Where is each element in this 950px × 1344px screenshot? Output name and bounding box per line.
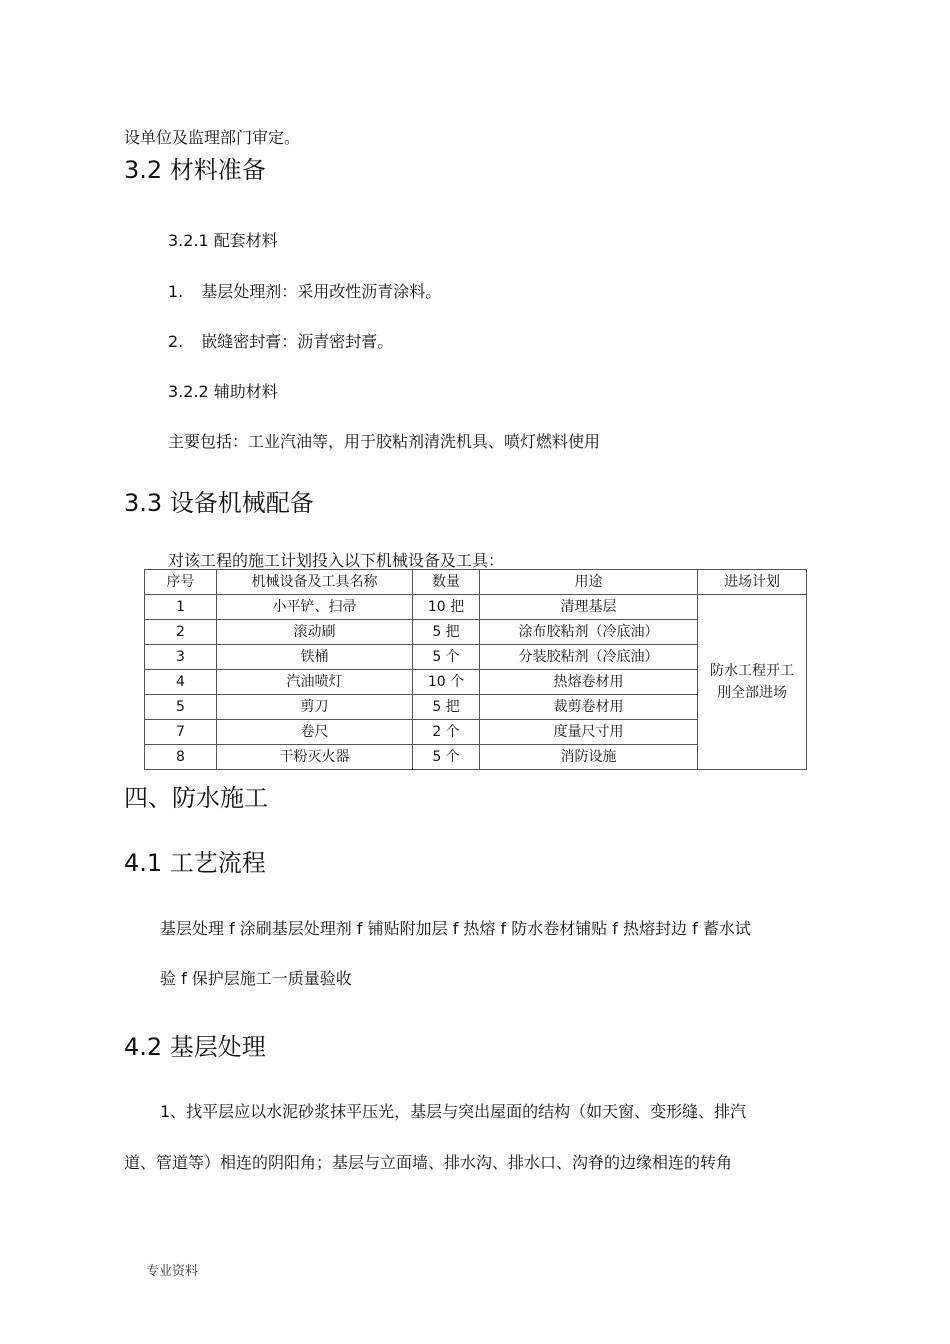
cell-name: 滚动刷 xyxy=(217,620,413,645)
text-line: 设单位及监理部门审定。 xyxy=(124,128,301,147)
plan-line-1: 防水工程开工 xyxy=(710,663,794,679)
section-heading-3-3: 3.3 设备机械配备 xyxy=(124,489,314,517)
col-header-name: 机械设备及工具名称 xyxy=(217,570,413,595)
cell-quantity: 5 把 xyxy=(413,695,480,720)
section-heading-4-1: 4.1 工艺流程 xyxy=(124,849,266,877)
section-heading-3-2: 3.2 材料准备 xyxy=(124,156,266,184)
col-header-index: 序号 xyxy=(145,570,217,595)
aux-materials-text: 主要包括：工业汽油等，用于胶粘剂清洗机具、喷灯燃料使用 xyxy=(168,432,601,451)
list-number: 2. xyxy=(168,332,184,351)
cell-purpose: 热熔卷材用 xyxy=(480,670,698,695)
cell-index: 7 xyxy=(145,720,217,745)
list-number: 1. xyxy=(168,282,184,301)
cell-index: 8 xyxy=(145,745,217,770)
section-heading-4-2: 4.2 基层处理 xyxy=(124,1033,266,1061)
cell-quantity: 2 个 xyxy=(413,720,480,745)
cell-name: 小平铲、扫帚 xyxy=(217,595,413,620)
paragraph-line-2: 道、管道等）相连的阴阳角；基层与立面墙、排水沟、排水口、沟脊的边缘相连的转角 xyxy=(124,1153,733,1172)
cell-quantity: 10 把 xyxy=(413,595,480,620)
cell-plan xyxy=(698,595,807,770)
cell-purpose: 清理基层 xyxy=(480,595,698,620)
cell-index: 1 xyxy=(145,595,217,620)
process-flow-line-2: 验 f 保护层施工一质量验收 xyxy=(160,969,352,988)
col-header-purpose: 用途 xyxy=(480,570,698,595)
list-text: 基层处理剂：采用改性沥青涂料。 xyxy=(201,282,442,301)
subsection-heading-3-2-1: 3.2.1 配套材料 xyxy=(168,231,278,250)
list-item-2 xyxy=(168,332,393,351)
list-item-1 xyxy=(168,282,441,301)
process-flow-line-1: 基层处理 f 涂刷基层处理剂 f 铺贴附加层 f 热熔 f 防水卷材铺贴 f 热熔封边 f 蓄水试 xyxy=(160,919,751,938)
cell-quantity: 5 个 xyxy=(413,645,480,670)
col-header-quantity: 数量 xyxy=(413,570,480,595)
cell-name: 干粉灭火器 xyxy=(217,745,413,770)
cell-quantity: 10 个 xyxy=(413,670,480,695)
page-footer: 专业资料 xyxy=(146,1264,199,1279)
cell-index: 2 xyxy=(145,620,217,645)
table-intro: 对该工程的施工计划投入以下机械设备及工具： xyxy=(168,551,505,570)
col-header-plan: 进场计划 xyxy=(698,570,807,595)
equipment-table xyxy=(144,569,807,770)
paragraph-line-1: 1、找平层应以水泥砂浆抹平压光，基层与突出屋面的结构（如天窗、变形缝、排汽 xyxy=(160,1102,747,1121)
subsection-heading-3-2-2: 3.2.2 辅助材料 xyxy=(168,382,278,401)
cell-name: 剪刀 xyxy=(217,695,413,720)
cell-name: 铁桶 xyxy=(217,645,413,670)
plan-line-2: 刖全部进场 xyxy=(717,685,787,701)
section-heading-4: 四、防水施工 xyxy=(124,784,268,812)
cell-purpose: 度量尺寸用 xyxy=(480,720,698,745)
table-header-row xyxy=(145,570,807,595)
cell-index: 5 xyxy=(145,695,217,720)
cell-quantity: 5 把 xyxy=(413,620,480,645)
cell-quantity: 5 个 xyxy=(413,745,480,770)
cell-purpose: 涂布胶粘剂（冷底油） xyxy=(480,620,698,645)
table-row xyxy=(145,595,807,620)
cell-purpose: 裁剪卷材用 xyxy=(480,695,698,720)
list-text: 嵌缝密封膏：沥青密封膏。 xyxy=(201,332,394,351)
cell-purpose: 消防设施 xyxy=(480,745,698,770)
cell-purpose: 分装胶粘剂（冷底油） xyxy=(480,645,698,670)
cell-index: 3 xyxy=(145,645,217,670)
cell-index: 4 xyxy=(145,670,217,695)
cell-name: 卷尺 xyxy=(217,720,413,745)
cell-name: 汽油喷灯 xyxy=(217,670,413,695)
